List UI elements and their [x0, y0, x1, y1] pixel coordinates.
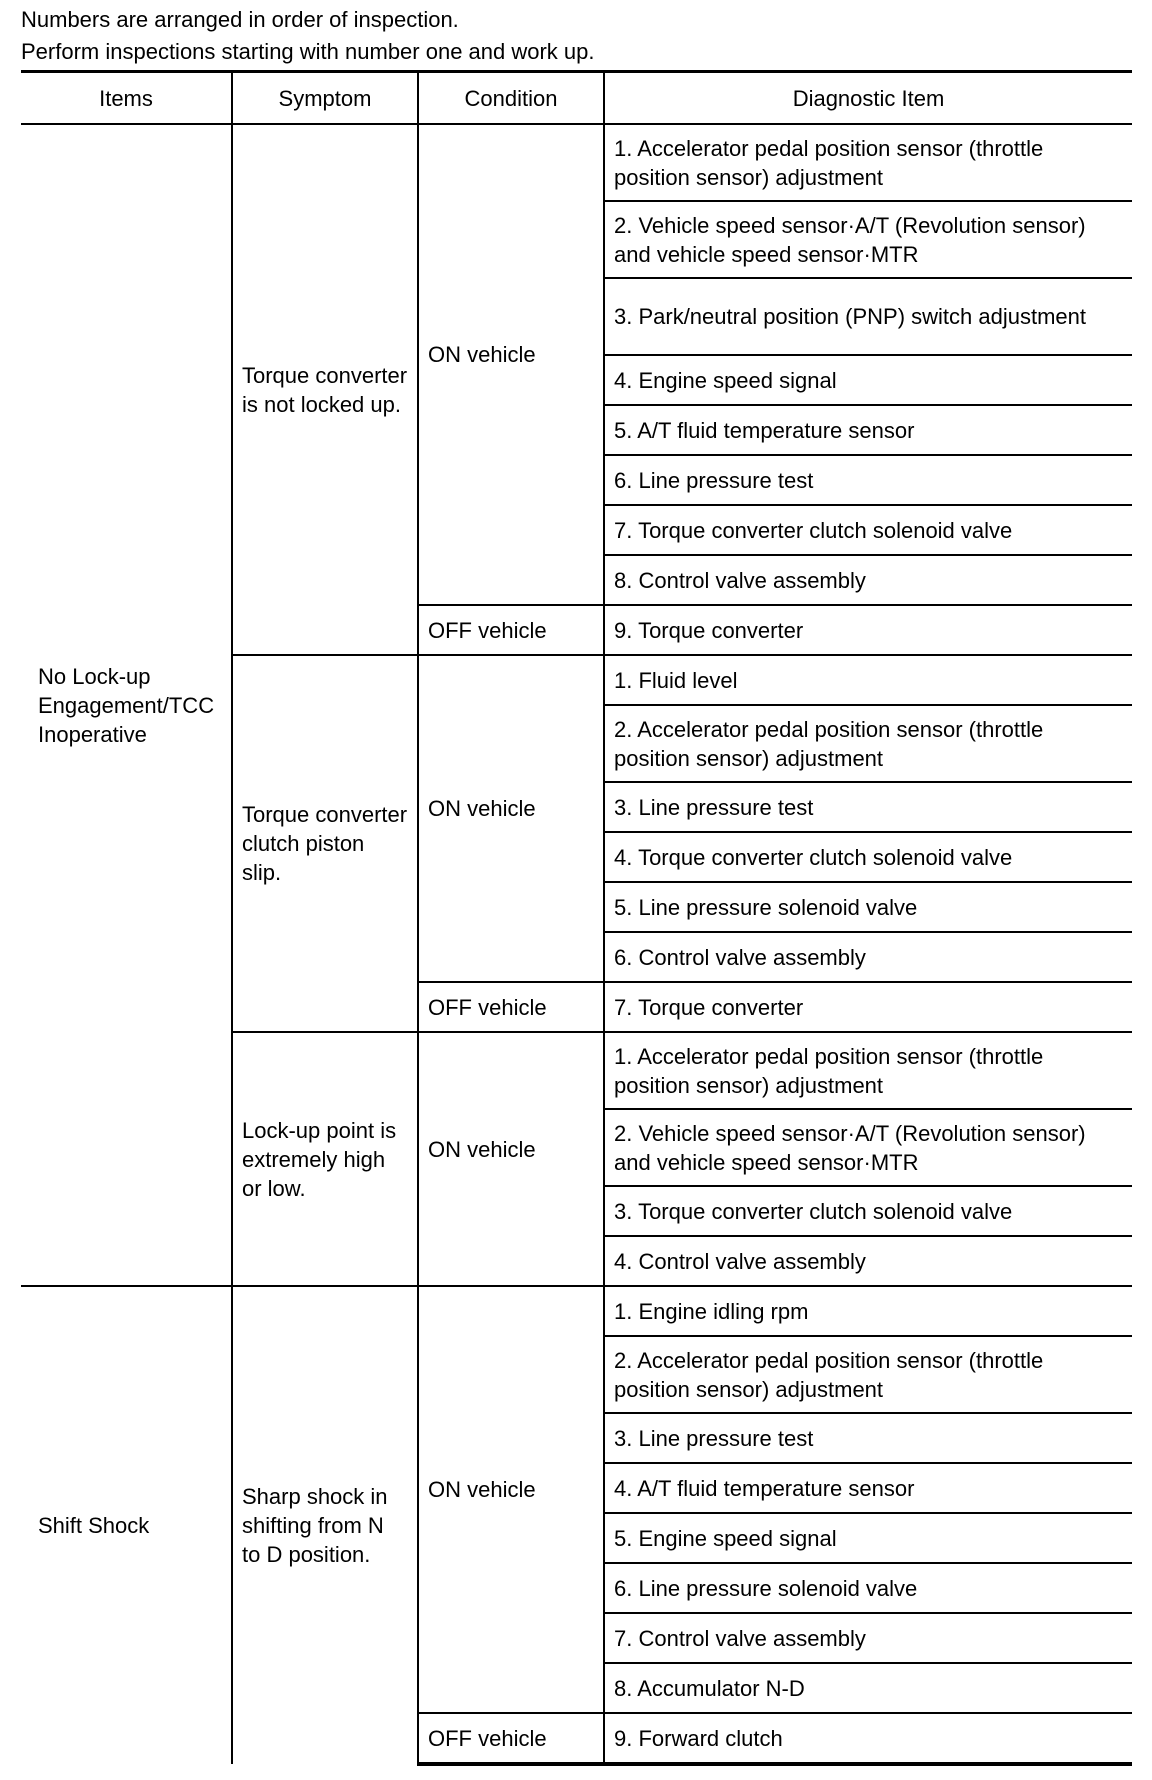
condition-cell-off: OFF vehicle [418, 605, 604, 655]
diagnostic-item-cell: 6. Control valve assembly [604, 932, 1132, 982]
intro-line-2: Perform inspections starting with number one and work up. [21, 39, 595, 64]
condition-cell-off: OFF vehicle [418, 1713, 604, 1764]
diagnostic-item-cell: 4. Control valve assembly [604, 1236, 1132, 1286]
diagnostic-item-cell: 4. Engine speed signal [604, 355, 1132, 405]
diagnostic-item-cell: 1. Accelerator pedal position sensor (throttle position sensor) adjustment [604, 1032, 1132, 1109]
diagnostic-item-cell: 6. Line pressure test [604, 455, 1132, 505]
header-items: Items [21, 72, 232, 125]
diagnostic-item-cell: 1. Accelerator pedal position sensor (throttle position sensor) adjustment [604, 124, 1132, 201]
symptom-cell: Lock-up point is extremely high or low. [232, 1032, 418, 1286]
diagnostic-item-cell: 2. Accelerator pedal position sensor (throttle position sensor) adjustment [604, 705, 1132, 782]
diagnostic-item-cell: 1. Engine idling rpm [604, 1286, 1132, 1336]
intro-line-1: Numbers are arranged in order of inspection. [21, 7, 459, 32]
diagnostic-item-cell: 5. Line pressure solenoid valve [604, 882, 1132, 932]
condition-cell-on: ON vehicle [418, 1286, 604, 1713]
diagnostic-item-cell: 6. Line pressure solenoid valve [604, 1563, 1132, 1613]
diagnostic-item-cell: 4. Torque converter clutch solenoid valve [604, 832, 1132, 882]
diagnostic-item-cell: 9. Torque converter [604, 605, 1132, 655]
diagnostic-item-cell: 4. A/T fluid temperature sensor [604, 1463, 1132, 1513]
diagnostic-item-cell: 7. Torque converter clutch solenoid valve [604, 505, 1132, 555]
condition-cell-on: ON vehicle [418, 124, 604, 605]
header-row [21, 72, 1132, 125]
diagnostic-item-cell: 9. Forward clutch [604, 1713, 1132, 1764]
diagnostic-item-cell: 3. Torque converter clutch solenoid valve [604, 1186, 1132, 1236]
symptom-cell: Sharp shock in shifting from N to D position. [232, 1286, 418, 1764]
condition-cell-on: ON vehicle [418, 655, 604, 982]
diagnostic-item-cell: 2. Vehicle speed sensor·A/T (Revolution sensor) and vehicle speed sensor·MTR [604, 1109, 1132, 1186]
item-cell: No Lock-up Engagement/TCC Inoperative [38, 663, 215, 747]
intro-text [21, 4, 595, 68]
diagnostic-item-cell: 8. Accumulator N-D [604, 1663, 1132, 1713]
diagnostic-item-cell: 5. Engine speed signal [604, 1513, 1132, 1563]
table-row [21, 124, 1132, 201]
diagnostic-item-cell: 8. Control valve assembly [604, 555, 1132, 605]
diagnostic-item-cell: 1. Fluid level [604, 655, 1132, 705]
diagnostic-item-cell: 7. Torque converter [604, 982, 1132, 1032]
diagnostic-item-cell: 2. Accelerator pedal position sensor (throttle position sensor) adjustment [604, 1336, 1132, 1413]
condition-cell-on: ON vehicle [418, 1032, 604, 1286]
diagnostic-item-cell: 5. A/T fluid temperature sensor [604, 405, 1132, 455]
table-row [21, 1286, 1132, 1336]
symptom-cell: Torque converter is not locked up. [232, 124, 418, 655]
diagnostic-item-cell: 3. Line pressure test [604, 782, 1132, 832]
header-diagnostic-item: Diagnostic Item [604, 72, 1132, 125]
condition-cell-off: OFF vehicle [418, 982, 604, 1032]
diagnostic-item-cell: 3. Park/neutral position (PNP) switch adjustment [604, 278, 1132, 355]
diagnostic-item-cell: 2. Vehicle speed sensor·A/T (Revolution sensor) and vehicle speed sensor·MTR [604, 201, 1132, 278]
item-cell: Shift Shock [21, 1286, 232, 1764]
header-symptom: Symptom [232, 72, 418, 125]
diagnostic-item-cell: 7. Control valve assembly [604, 1613, 1132, 1663]
diagnostic-item-cell: 3. Line pressure test [604, 1413, 1132, 1463]
table-body [21, 124, 1132, 1764]
header-condition: Condition [418, 72, 604, 125]
symptom-cell: Torque converter clutch piston slip. [232, 655, 418, 1032]
diagnosis-table [21, 70, 1132, 1766]
